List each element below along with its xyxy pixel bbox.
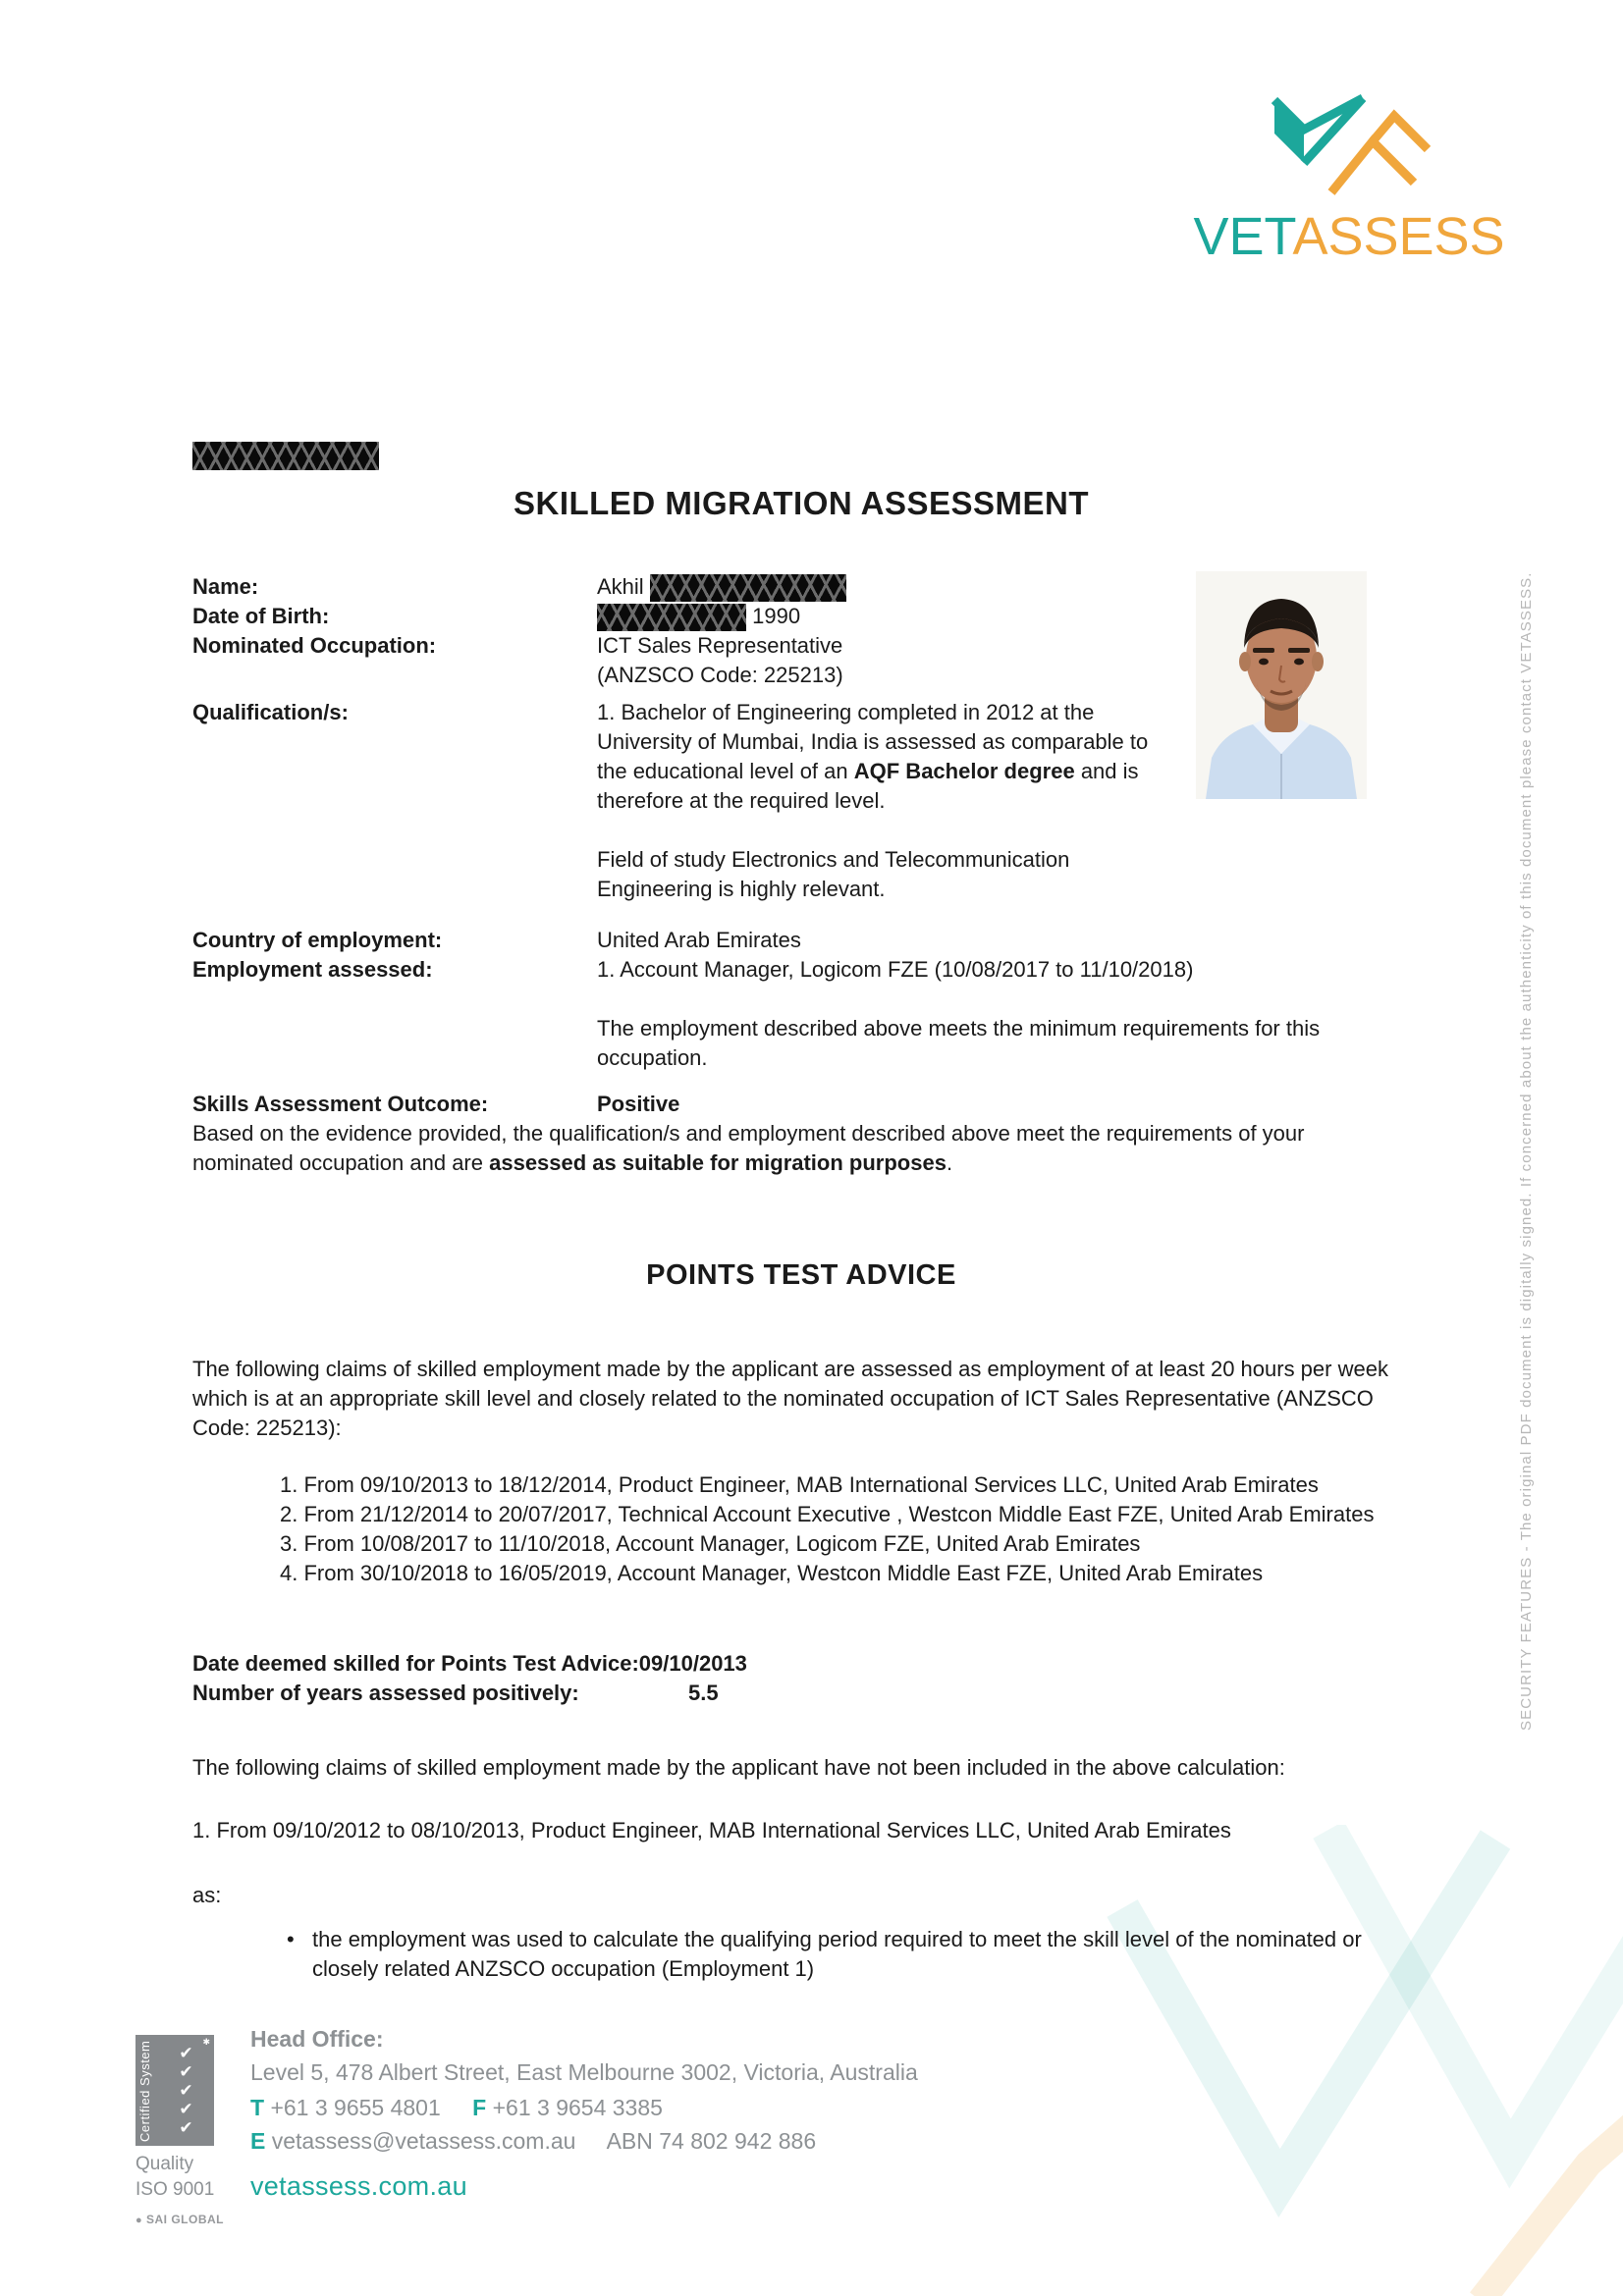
email-label: E xyxy=(250,2128,266,2154)
dob-label: Date of Birth: xyxy=(192,604,330,629)
abn-value: ABN 74 802 942 886 xyxy=(606,2128,817,2154)
applicant-photo xyxy=(1196,571,1367,799)
list-item: 3. From 10/08/2017 to 11/10/2018, Account Manager, Logicom FZE, United Arab Emirates xyxy=(280,1531,1141,1556)
phone-t-label: T xyxy=(250,2095,265,2120)
field-of-study xyxy=(192,845,1194,904)
date-deemed-row xyxy=(192,1649,747,1679)
field-occupation xyxy=(192,631,1194,690)
occupation-value xyxy=(597,631,1194,690)
qualification-pre: 1. Bachelor of Engineering completed in 2012 at the University of Mumbai, India is assessed as comparable to the educational level of an xyxy=(597,700,1149,784)
check-icon: ✔ xyxy=(179,2081,193,2100)
years-label: Number of years assessed positively: xyxy=(192,1681,579,1705)
website-url: vetassess.com.au xyxy=(250,2171,467,2201)
years-row xyxy=(192,1679,719,1708)
phone-f-value: +61 3 9654 3385 xyxy=(492,2095,663,2120)
phone-line xyxy=(250,2091,918,2124)
page-title: SKILLED MIGRATION ASSESSMENT xyxy=(513,485,1090,521)
field-name xyxy=(192,572,1194,602)
employment-label: Employment assessed: xyxy=(192,957,433,982)
phone-t-value: +61 3 9655 4801 xyxy=(270,2095,441,2120)
date-deemed-label: Date deemed skilled for Points Test Advice: xyxy=(192,1651,639,1676)
name-value xyxy=(597,572,1194,602)
badge-star-icon: ✱ xyxy=(202,2037,210,2047)
check-icon: ✔ xyxy=(179,2118,193,2137)
list-item: 2. From 21/12/2014 to 20/07/2017, Technical Account Executive , Westcon Middle East FZE, United Arab Emirates xyxy=(280,1502,1375,1526)
vetassess-wordmark xyxy=(1166,208,1532,265)
outcome-pre: Based on the evidence provided, the qualification/s and employment described above meet the requirements of your nominated occupation and are xyxy=(192,1121,1305,1175)
iso-certification-badge xyxy=(135,2035,214,2146)
excluded-reason-bullet xyxy=(287,1925,1411,1984)
field-outcome xyxy=(192,1090,1410,1119)
check-icon: ✔ xyxy=(179,2044,193,2062)
check-icon: ✔ xyxy=(179,2100,193,2118)
quality-label: Quality xyxy=(135,2154,194,2174)
excluded-intro: The following claims of skilled employment made by the applicant have not been included in the above calculation: xyxy=(192,1755,1285,1780)
email-value: vetassess@vetassess.com.au xyxy=(271,2128,576,2154)
field-employment xyxy=(192,955,1410,985)
years-value: 5.5 xyxy=(688,1681,719,1705)
check-icon: ✔ xyxy=(179,2062,193,2081)
vetassess-logo xyxy=(1166,90,1532,265)
occupation-label: Nominated Occupation: xyxy=(192,633,437,659)
employment-note: The employment described above meets the minimum requirements for this occupation. xyxy=(597,1016,1321,1070)
redacted-dob xyxy=(597,604,746,631)
outcome-section xyxy=(192,1090,1410,1178)
assessment-fields xyxy=(192,572,1194,904)
outcome-label: Skills Assessment Outcome: xyxy=(192,1092,489,1116)
list-item: 1. From 09/10/2013 to 18/12/2014, Product Engineer, MAB International Services LLC, United Arab Emirates xyxy=(280,1472,1319,1497)
occupation-line1: ICT Sales Representative xyxy=(597,633,843,659)
list-item: 4. From 30/10/2018 to 16/05/2019, Account Manager, Westcon Middle East FZE, United Arab Emirates xyxy=(280,1561,1264,1585)
dob-visible: 1990 xyxy=(752,604,801,629)
badge-checkmarks xyxy=(158,2035,214,2146)
country-value: United Arab Emirates xyxy=(597,928,801,952)
outcome-bold: assessed as suitable for migration purposes xyxy=(489,1150,947,1175)
sai-global-logo xyxy=(135,2207,224,2233)
excluded-employment: 1. From 09/10/2012 to 08/10/2013, Product Engineer, MAB International Services LLC, United Arab Emirates xyxy=(192,1818,1231,1842)
field-qualification xyxy=(192,698,1194,816)
sai-global-label: SAI GLOBAL xyxy=(146,2213,224,2226)
phone-f-label: F xyxy=(472,2095,487,2120)
field-of-study-text: Field of study Electronics and Telecommunication Engineering is highly relevant. xyxy=(597,847,1070,902)
name-visible: Akhil xyxy=(597,574,644,599)
date-deemed-value: 09/10/2013 xyxy=(638,1651,747,1676)
qualification-bold: AQF Bachelor degree xyxy=(853,759,1075,784)
bullet-icon: • xyxy=(287,1927,295,1951)
vetassess-logo-icon xyxy=(1261,90,1437,206)
outcome-post: . xyxy=(946,1150,953,1175)
field-country xyxy=(192,926,1410,955)
qualification-value xyxy=(597,698,1162,816)
head-office-label: Head Office: xyxy=(250,2026,384,2052)
outcome-text xyxy=(192,1119,1410,1178)
wordmark-assess: ASSESS xyxy=(1292,207,1505,266)
redacted-reference xyxy=(192,442,379,470)
employment-section xyxy=(192,926,1410,985)
outcome-value: Positive xyxy=(597,1092,680,1116)
qualification-post: and is therefore at the required level. xyxy=(597,759,1139,814)
qualification-label: Qualification/s: xyxy=(192,700,349,725)
excluded-reason-text: the employment was used to calculate the qualifying period required to meet the skill level of the nominated or closely related ANZSCO occupation (Employment 1) xyxy=(312,1927,1362,1981)
occupation-line2: (ANZSCO Code: 225213) xyxy=(597,663,843,688)
certified-system-label: Certified System xyxy=(137,2040,152,2142)
badge-sub-text xyxy=(135,2152,224,2233)
iso-label: ISO 9001 xyxy=(135,2179,215,2200)
head-office-address: Level 5, 478 Albert Street, East Melbourne 3002, Victoria, Australia xyxy=(250,2059,918,2085)
points-test-intro: The following claims of skilled employment made by the applicant are assessed as employment of at least 20 hours per week which is at an appropriate skill level and closely related to the nominated occupation of ICT Sales Representative (ANZSCO Code: 225213): xyxy=(192,1357,1388,1440)
employment-value: 1. Account Manager, Logicom FZE (10/08/2017 to 11/10/2018) xyxy=(597,957,1194,982)
field-dob xyxy=(192,602,1194,631)
redacted-name xyxy=(650,574,846,602)
footer-contact xyxy=(250,2022,918,2202)
security-features-text: SECURITY FEATURES - The original PDF document is digitally signed. If concerned about the authenticity of this document please contact VETASSESS. xyxy=(1518,571,1535,1731)
country-label: Country of employment: xyxy=(192,928,443,952)
wordmark-vet: VET xyxy=(1193,207,1293,266)
sai-global-icon: ● xyxy=(135,2215,143,2226)
dob-value xyxy=(597,602,1194,631)
email-line xyxy=(250,2124,918,2158)
as-label: as: xyxy=(192,1883,222,1907)
points-test-title: POINTS TEST ADVICE xyxy=(646,1259,956,1291)
assessed-employment-list xyxy=(280,1470,1409,1588)
chevron-watermark xyxy=(1093,1825,1623,2296)
name-label: Name: xyxy=(192,574,259,599)
